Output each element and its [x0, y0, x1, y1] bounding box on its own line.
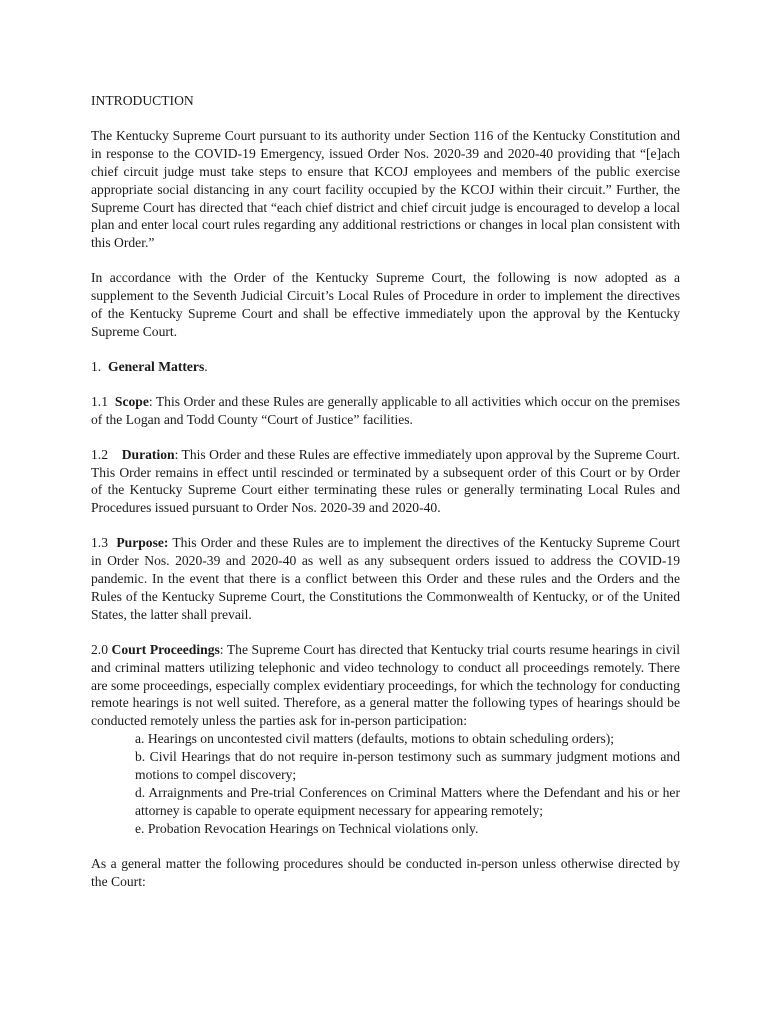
section-1-3	[91, 534, 680, 624]
section-1-2-title: Duration	[121, 446, 175, 462]
document-page	[91, 92, 680, 891]
section-1-1-title: Scope	[114, 393, 149, 409]
section-1-heading	[91, 358, 680, 376]
list-item: d. Arraignments and Pre-trial Conferences on Criminal Matters where the Defendant and his or her attorney is capable to operate equipment necessary for appearing remotely;	[135, 785, 680, 818]
list-item: a. Hearings on uncontested civil matters (defaults, motions to obtain scheduling orders);	[135, 731, 615, 747]
section-1-1	[91, 393, 680, 429]
section-2	[91, 641, 680, 838]
section-2-number: 2.0	[91, 641, 108, 657]
section-1-3-title: Purpose:	[116, 535, 169, 551]
section-1-2-number: 1.2	[91, 446, 108, 462]
section-1-3-text: This Order and these Rules are to implement the directives of the Kentucky Supreme Court in Order Nos. 2020-39 and 2020-40 as well as any subsequent orders issued to address the COVID-19 pandemic. In the event that there is a conflict between this Order and these rules and the Orders and the Rules of the Kentucky Supreme Court, the Constitutions the Commonwealth of Kentucky, or of the United States, the latter shall prevail.	[91, 535, 680, 622]
section-2-text: : The Supreme Court has directed that Kentucky trial courts resume hearings in civil and criminal matters utilizing telephonic and video technology to conduct all proceedings remotely. There are some proceedings, especially complex evidentiary proceedings, for which the technology for conducting remote hearings is not well suited. Therefore, as a general matter the following types of hearings should be conducted remotely unless the parties ask for in-person participation:	[91, 641, 680, 729]
intro-paragraph-2: In accordance with the Order of the Kentucky Supreme Court, the following is now adopted as a supplement to the Seventh Judicial Circuit’s Local Rules of Procedure in order to implement the directives of the Kentucky Supreme Court and shall be effective immediately upon the approval by the Kentucky Supreme Court.	[91, 270, 680, 339]
section-1-2-text: : This Order and these Rules are effective immediately upon approval by the Supreme Court. This Order remains in effect until rescinded or terminated by a subsequent order of this Court or by Order of the Kentucky Supreme Court either terminating these rules or generally terminating Local Rules and Procedures issued pursuant to Order Nos. 2020-39 and 2020-40.	[91, 446, 680, 516]
section-1-3-number: 1.3	[91, 535, 108, 551]
section-1-1-text: : This Order and these Rules are generally applicable to all activities which occur on the premises of the Logan and Todd County “Court of Justice” facilities.	[91, 393, 681, 427]
section-1-2	[91, 446, 680, 518]
section-2-intro	[91, 641, 680, 731]
section-1-title-suffix: .	[204, 358, 208, 374]
closing-paragraph: As a general matter the following procedures should be conducted in-person unless otherwise directed by the Court:	[91, 855, 680, 889]
intro-heading: INTRODUCTION	[91, 93, 194, 108]
intro-paragraph-1: The Kentucky Supreme Court pursuant to its authority under Section 116 of the Kentucky Constitution and in response to the COVID-19 Emergency, issued Order Nos. 2020-39 and 2020-40 providing that “[e]ach chief circuit judge must take steps to ensure that KCOJ employees and members of the public exercise appropriate social distancing in any court facility occupied by the KCOJ within their circuit.” Further, the Supreme Court has directed that “each chief district and chief circuit judge is encouraged to develop a local plan and enter local court rules regarding any additional restrictions or changes in local plan consistent with this Order.”	[91, 127, 680, 251]
section-1-title: General Matters	[108, 358, 205, 374]
section-1-1-number: 1.1	[91, 393, 108, 409]
section-1-number: 1.	[91, 358, 102, 374]
list-item: b. Civil Hearings that do not require in-person testimony such as summary judgment motions and motions to compel discovery;	[135, 749, 680, 783]
section-2-title: Court Proceedings	[111, 641, 220, 657]
list-item: e. Probation Revocation Hearings on Technical violations only.	[135, 820, 479, 836]
